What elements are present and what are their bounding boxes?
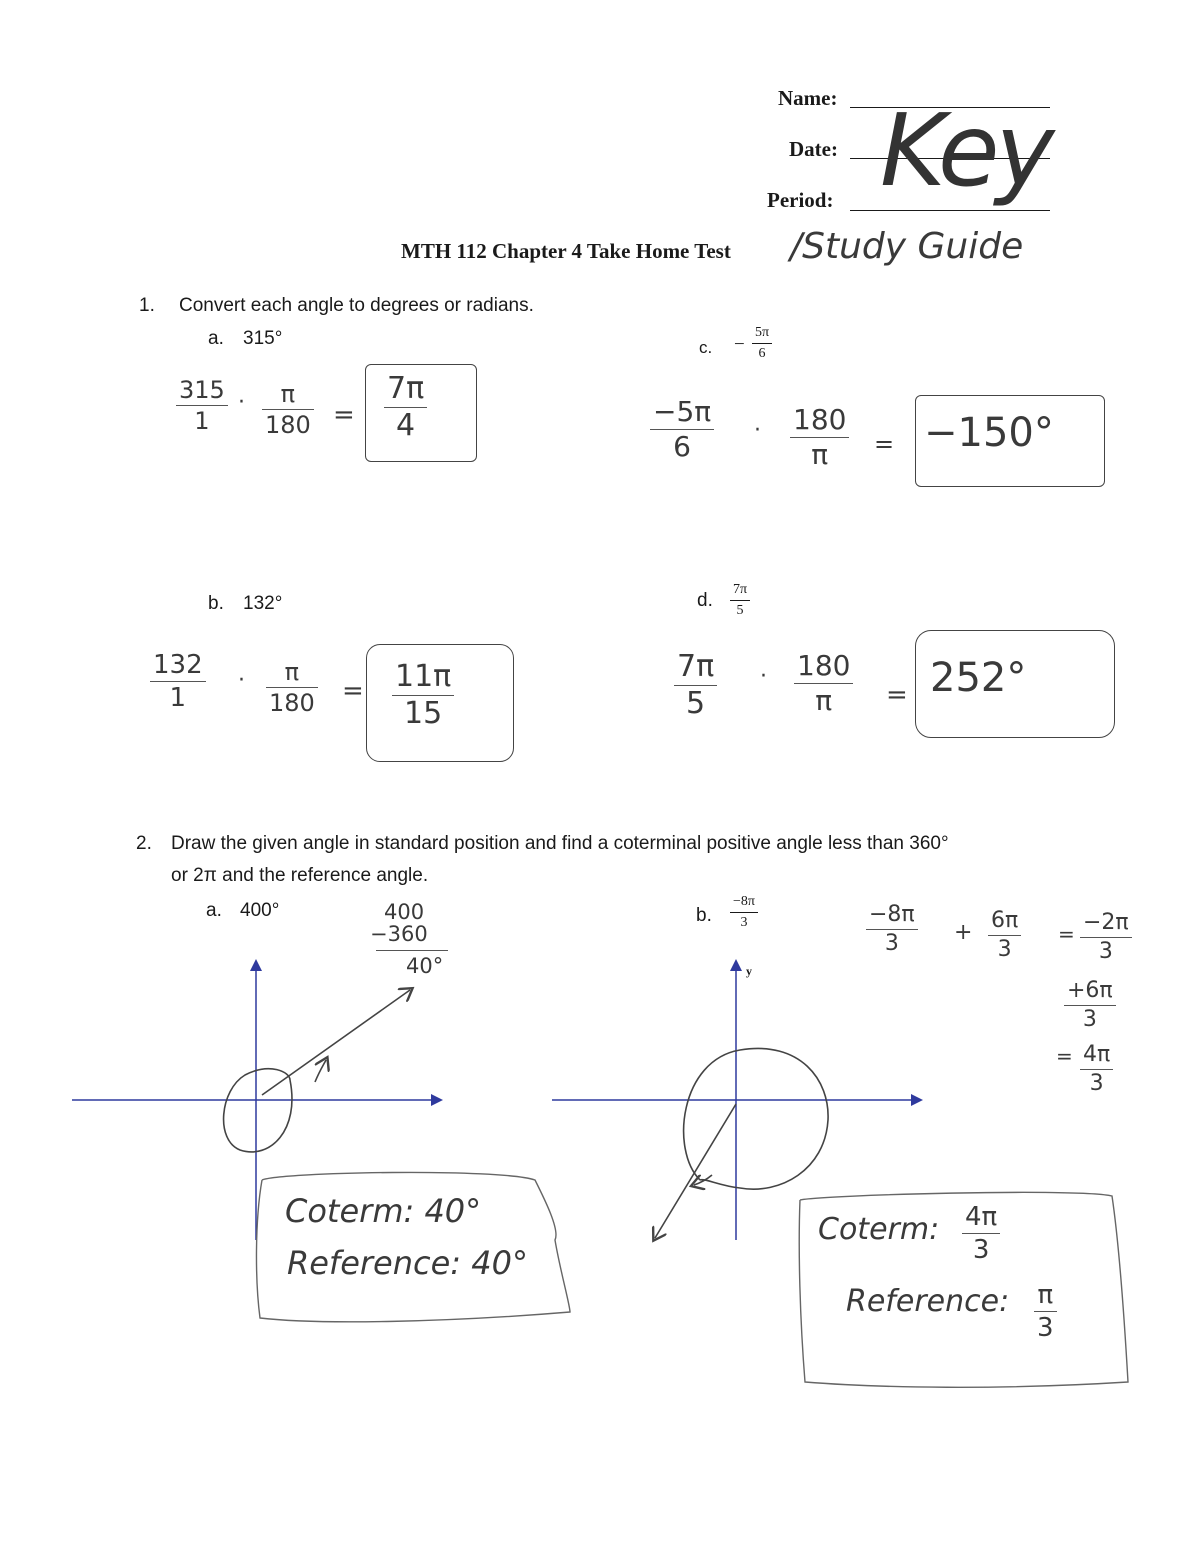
q2a-reference-answer: Reference: 40° [287, 1244, 528, 1282]
q2b-work-result-1-num: −2π [1083, 910, 1129, 935]
q1d-work-num-2: 180 [797, 649, 851, 682]
q1b-answer-num: 11π [395, 659, 452, 694]
q2b-work-result-2-den: 3 [1089, 1071, 1104, 1096]
q2b-work-add-num: +6π [1067, 978, 1113, 1003]
q2b-coterm-label: Coterm: [818, 1212, 940, 1247]
page-title: MTH 112 Chapter 4 Take Home Test [401, 239, 731, 263]
q1b-work-num-2: π [284, 658, 300, 686]
q2a-work-result: 40° [406, 954, 444, 978]
q1b-work-dot: · [238, 668, 245, 693]
q1a-answer-num: 7π [387, 371, 425, 406]
q1a-work-num-1: 315 [179, 376, 225, 404]
q1d-given-den: 5 [736, 603, 744, 618]
name-label: Name: [778, 86, 838, 110]
q2b-work-term-1-num: −8π [869, 902, 915, 927]
q2b-coterm-den: 3 [972, 1235, 990, 1265]
q2-prompt-line-2: or 2π and the reference angle. [171, 865, 429, 886]
q1b-answer-den: 15 [404, 696, 443, 731]
q1d-work-den-1: 5 [686, 686, 706, 721]
q2b-axes [552, 962, 920, 1240]
q1d-work-equals: = [886, 680, 908, 710]
q1d-work-num-1: 7π [677, 649, 715, 684]
q1c-work-dot: · [754, 418, 761, 443]
q1-number: 1. [139, 295, 155, 316]
q1c-given-sign: − [734, 334, 745, 355]
q1a-work-equals: = [333, 400, 355, 430]
q1a-work-dot: · [238, 390, 245, 415]
q2a-angle-sketch [224, 990, 410, 1152]
q2b-work-result-1-den: 3 [1098, 939, 1113, 964]
q2a-work-subtract: −360 [370, 922, 428, 946]
q2b-reference-answer [1034, 1282, 1057, 1341]
key-handwriting: Key [880, 92, 1051, 209]
q1b-work-num-1: 132 [153, 650, 203, 680]
q2-prompt-line-1: Draw the given angle in standard position and find a coterminal positive angle less than 360° [171, 833, 949, 854]
q2a-work-top: 400 [384, 900, 425, 924]
q1b-given: 132° [243, 593, 283, 614]
q2b-coterm-answer [962, 1204, 1000, 1263]
q2b-angle-sketch [655, 1048, 828, 1238]
q1c-work-equals: = [874, 430, 895, 458]
q2b-label: b. [696, 905, 712, 926]
q2b-work-result-2-num: 4π [1083, 1042, 1111, 1067]
q2b-work-term-2-num: 6π [991, 908, 1019, 933]
q1b-work-den-1: 1 [169, 683, 187, 713]
q1c-work-num-2: 180 [793, 403, 847, 436]
q2b-coterm-num: 4π [965, 1202, 998, 1232]
title-annotation: /Study Guide [790, 226, 1024, 267]
q2a-coterm-answer: Coterm: 40° [285, 1192, 482, 1230]
q1d-work-dot: · [760, 664, 767, 689]
q2a-given: 400° [240, 900, 280, 921]
q2-number: 2. [136, 833, 152, 854]
q1a-label: a. [208, 328, 224, 349]
q1c-given-den: 6 [758, 346, 766, 361]
q2b-work-term-1-den: 3 [884, 931, 899, 956]
q1c-work-num-1: −5π [653, 395, 712, 428]
q2b-work-plus: + [954, 920, 973, 945]
q1a-work-den-2: 180 [265, 411, 311, 439]
q2b-work-equals-2: = [1056, 1044, 1073, 1068]
q1a-work-den-1: 1 [194, 407, 210, 435]
period-label: Period: [767, 188, 834, 212]
q2b-work-term-2-den: 3 [997, 937, 1012, 962]
q2b-reference-den: 3 [1037, 1313, 1054, 1343]
q1a-work-num-2: π [280, 380, 296, 408]
q1b-work-equals: = [342, 676, 364, 706]
q1c-work-den-2: π [811, 438, 829, 471]
q1d-given-num: 7π [733, 582, 748, 597]
q1d-work-den-2: π [815, 684, 833, 717]
q2a-label: a. [206, 900, 222, 921]
fraction-bar [962, 1233, 1000, 1234]
q2b-reference-label: Reference: [846, 1284, 1010, 1319]
q1c-given-num: 5π [755, 325, 770, 340]
q1d-answer: 252° [930, 655, 1027, 701]
q2b-given-num: −8π [733, 894, 755, 909]
q1d-label: d. [697, 590, 713, 611]
date-label: Date: [789, 137, 838, 161]
q1a-answer-den: 4 [396, 408, 416, 443]
q1c-work-den-1: 6 [673, 430, 691, 463]
q2b-work-equals: = [1058, 922, 1075, 946]
q1b-work-den-2: 180 [269, 689, 315, 717]
q1b-label: b. [208, 593, 224, 614]
q2b-work-add-den: 3 [1082, 1007, 1097, 1032]
q1a-given: 315° [243, 328, 283, 349]
q2b-reference-num: π [1037, 1280, 1054, 1310]
q2b-y-axis-label: y [746, 964, 752, 978]
q2b-given-den: 3 [740, 915, 748, 930]
q1c-answer: −150° [924, 410, 1054, 456]
q1-prompt: Convert each angle to degrees or radians. [179, 295, 534, 316]
q1c-label: c. [699, 338, 713, 357]
fraction-bar [1034, 1311, 1057, 1312]
